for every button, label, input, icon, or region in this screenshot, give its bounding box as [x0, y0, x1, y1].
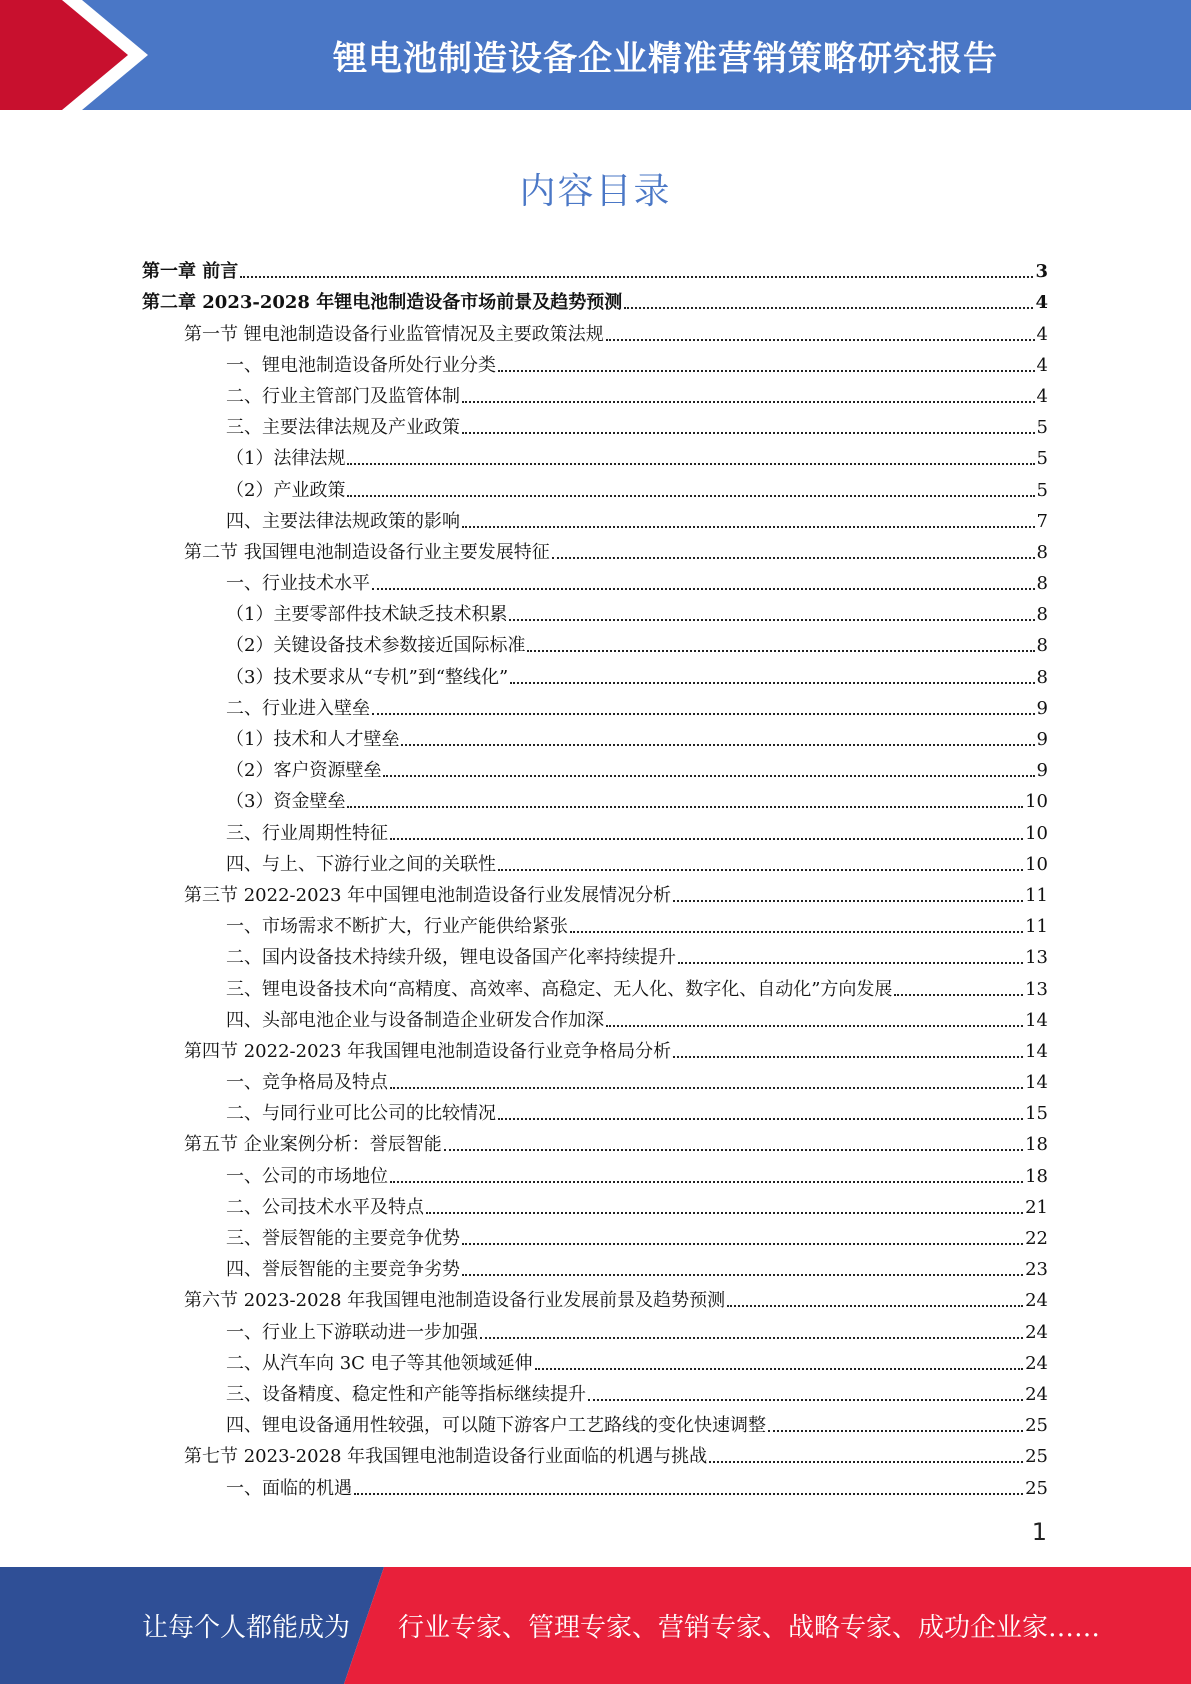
toc-entry-title: 四、主要法律法规政策的影响	[226, 510, 460, 532]
toc-leader-dots	[509, 619, 1034, 621]
toc-leader-dots	[678, 962, 1023, 964]
toc-leader-dots	[390, 838, 1023, 840]
toc-entry-page: 5	[1036, 417, 1048, 439]
toc-entry-page: 8	[1036, 573, 1048, 595]
toc-leader-dots	[552, 557, 1035, 559]
toc-entry[interactable]	[142, 314, 1048, 345]
toc-entry[interactable]	[142, 1063, 1048, 1094]
toc-entry-page: 25	[1025, 1477, 1048, 1499]
toc-entry-page: 15	[1025, 1103, 1048, 1125]
toc-entry-page: 18	[1025, 1165, 1048, 1187]
toc-leader-dots	[390, 1181, 1023, 1183]
toc-entry-title: 一、面临的机遇	[226, 1477, 352, 1499]
toc-entry-page: 24	[1025, 1352, 1048, 1374]
toc-entry-page: 25	[1025, 1415, 1048, 1437]
toc-entry[interactable]	[142, 1094, 1048, 1125]
toc-entry-page: 22	[1025, 1228, 1048, 1249]
toc-entry-page: 18	[1025, 1134, 1048, 1156]
toc-entry-page: 10	[1025, 822, 1048, 844]
header-arrow-decoration	[0, 0, 200, 110]
toc-entry[interactable]	[142, 1156, 1048, 1187]
toc-entry-title: （3）资金壁垒	[226, 791, 346, 813]
toc-entry-title: 一、行业上下游联动进一步加强	[226, 1321, 478, 1343]
toc-entry-title: 一、市场需求不断扩大，行业产能供给紧张	[226, 916, 568, 938]
toc-entry-title: 第三节 2022-2023 年中国锂电池制造设备行业发展情况分析	[184, 884, 672, 906]
toc-entry[interactable]	[142, 1468, 1048, 1499]
toc-entry[interactable]	[142, 1312, 1048, 1343]
toc-entry[interactable]	[142, 1001, 1048, 1032]
toc-leader-dots	[372, 713, 1035, 715]
toc-entry-title: 三、设备精度、稳定性和产能等指标继续提升	[226, 1383, 586, 1405]
toc-entry[interactable]	[142, 1250, 1048, 1281]
toc-leader-dots	[462, 432, 1035, 434]
toc-entry-title: 二、行业主管部门及监管体制	[226, 385, 460, 407]
toc-entry[interactable]	[142, 1032, 1048, 1063]
toc-entry-title: 三、行业周期性特征	[226, 822, 388, 844]
toc-entry-title: 一、竞争格局及特点	[226, 1072, 388, 1094]
toc-leader-dots	[624, 307, 1033, 309]
toc-entry[interactable]	[142, 751, 1048, 782]
toc-entry-title: 二、从汽车向 3C 电子等其他领域延伸	[226, 1352, 533, 1374]
toc-leader-dots	[240, 276, 1033, 278]
toc-entry[interactable]	[142, 502, 1048, 533]
toc-leader-dots	[673, 1056, 1023, 1058]
toc-entry-title: 一、行业技术水平	[226, 573, 370, 595]
toc-entry-page: 4	[1036, 385, 1048, 407]
toc-leader-dots	[354, 1493, 1023, 1495]
toc-entry-title: 二、行业进入壁垒	[226, 697, 370, 719]
toc-entry[interactable]	[142, 689, 1048, 720]
toc-entry[interactable]	[142, 813, 1048, 844]
toc-entry-page: 11	[1025, 884, 1048, 906]
toc-entry-page: 8	[1036, 541, 1048, 563]
toc-heading: 内容目录	[519, 171, 672, 212]
toc-entry-title: 三、锂电设备技术向“高精度、高效率、高稳定、无人化、数字化、自动化”方向发展	[226, 978, 893, 1000]
toc-entry[interactable]	[142, 1188, 1048, 1219]
toc-entry-page: 14	[1025, 1040, 1048, 1062]
footer-banner	[0, 1567, 1191, 1684]
page-number: 1	[1031, 1518, 1047, 1546]
toc-entry-page: 14	[1025, 1072, 1048, 1094]
toc-entry[interactable]	[142, 564, 1048, 595]
toc-entry[interactable]	[142, 346, 1048, 377]
toc-entry[interactable]	[142, 720, 1048, 751]
toc-entry[interactable]	[142, 1406, 1048, 1437]
toc-entry[interactable]	[142, 595, 1048, 626]
toc-entry-page: 13	[1025, 978, 1048, 1000]
toc-entry-title: 二、公司技术水平及特点	[226, 1196, 424, 1218]
toc-entry[interactable]	[142, 1375, 1048, 1406]
toc-entry-title: 第一章 前言	[142, 261, 239, 283]
toc-leader-dots	[535, 1368, 1023, 1370]
toc-entry-page: 9	[1036, 729, 1048, 750]
toc-entry-page: 3	[1035, 261, 1048, 283]
toc-entry[interactable]	[142, 377, 1048, 408]
toc-entry-title: 三、主要法律法规及产业政策	[226, 417, 460, 439]
report-title: 锂电池制造设备企业精准营销策略研究报告	[333, 38, 998, 79]
toc-leader-dots	[390, 1087, 1023, 1089]
toc-leader-dots	[498, 1118, 1023, 1120]
header-banner	[0, 0, 1191, 110]
toc-entry-title: （2）客户资源壁垒	[226, 760, 382, 782]
toc-leader-dots	[510, 682, 1034, 684]
toc-entry[interactable]	[142, 439, 1048, 470]
toc-entry[interactable]	[142, 969, 1048, 1000]
toc-leader-dots	[383, 775, 1034, 777]
toc-entry-page: 23	[1025, 1259, 1048, 1281]
toc-entry-title: 四、与上、下游行业之间的关联性	[226, 853, 496, 875]
toc-entry-title: 第二节 我国锂电池制造设备行业主要发展特征	[184, 541, 550, 563]
toc-leader-dots	[480, 1337, 1023, 1339]
toc-leader-dots	[462, 401, 1035, 403]
toc-entry-title: （1）法律法规	[226, 448, 346, 470]
toc-leader-dots	[401, 744, 1034, 746]
toc-entry-page: 4	[1036, 354, 1048, 376]
toc-entry[interactable]	[142, 657, 1048, 688]
toc-entry-page: 4	[1035, 292, 1048, 314]
toc-entry-page: 9	[1036, 760, 1048, 782]
toc-entry[interactable]	[142, 408, 1048, 439]
toc-entry-page: 8	[1036, 635, 1048, 657]
footer-slogan-right: 行业专家、管理专家、营销专家、战略专家、成功企业家……	[398, 1613, 1101, 1643]
toc-leader-dots	[527, 650, 1034, 652]
toc-entry-title: 四、头部电池企业与设备制造企业研发合作加深	[226, 1009, 604, 1031]
toc-entry[interactable]	[142, 1437, 1048, 1468]
toc-entry-title: 第六节 2023-2028 年我国锂电池制造设备行业发展前景及趋势预测	[184, 1290, 726, 1312]
toc-leader-dots	[768, 1430, 1023, 1432]
toc-entry-page: 24	[1025, 1321, 1048, 1343]
toc-leader-dots	[347, 495, 1034, 497]
toc-entry-page: 7	[1036, 510, 1048, 532]
toc-entry[interactable]	[142, 1281, 1048, 1312]
toc-entry[interactable]	[142, 1219, 1048, 1250]
toc-entry-title: 第一节 锂电池制造设备行业监管情况及主要政策法规	[184, 323, 604, 345]
toc-entry-page: 11	[1025, 916, 1048, 938]
toc-leader-dots	[727, 1305, 1023, 1307]
toc-leader-dots	[606, 339, 1035, 341]
table-of-contents	[142, 252, 1048, 1500]
toc-leader-dots	[372, 588, 1035, 590]
toc-entry-title: 一、公司的市场地位	[226, 1165, 388, 1187]
toc-leader-dots	[347, 463, 1034, 465]
toc-entry-page: 8	[1036, 604, 1048, 626]
toc-entry-title: 二、与同行业可比公司的比较情况	[226, 1103, 496, 1125]
toc-entry-page: 9	[1036, 697, 1048, 719]
toc-entry-title: 二、国内设备技术持续升级，锂电设备国产化率持续提升	[226, 947, 676, 969]
toc-entry-title: 第五节 企业案例分析：誉辰智能	[184, 1134, 442, 1156]
toc-entry-page: 5	[1036, 448, 1048, 470]
toc-entry-page: 5	[1036, 479, 1048, 501]
toc-leader-dots	[588, 1399, 1023, 1401]
toc-leader-dots	[426, 1212, 1023, 1214]
footer-slogan-left: 让每个人都能成为	[142, 1613, 351, 1643]
toc-entry-page: 8	[1036, 666, 1048, 688]
toc-entry-page: 24	[1025, 1290, 1048, 1312]
toc-entry-page: 10	[1025, 791, 1048, 813]
toc-entry[interactable]	[142, 782, 1048, 813]
toc-entry-page: 25	[1025, 1446, 1048, 1468]
toc-entry-page: 21	[1025, 1196, 1048, 1218]
toc-entry-page: 4	[1036, 323, 1048, 345]
toc-leader-dots	[498, 869, 1023, 871]
toc-leader-dots	[673, 900, 1023, 902]
toc-leader-dots	[606, 1025, 1023, 1027]
toc-entry[interactable]	[142, 1125, 1048, 1156]
toc-entry-title: 一、锂电池制造设备所处行业分类	[226, 354, 496, 376]
toc-leader-dots	[709, 1461, 1023, 1463]
toc-leader-dots	[444, 1149, 1023, 1151]
toc-entry-page: 14	[1025, 1009, 1048, 1031]
toc-entry-page: 13	[1025, 947, 1048, 969]
toc-entry-title: （1）技术和人才壁垒	[226, 729, 400, 750]
toc-entry[interactable]	[142, 876, 1048, 907]
toc-entry[interactable]	[142, 938, 1048, 969]
toc-entry-title: （2）关键设备技术参数接近国际标准	[226, 635, 526, 657]
toc-entry-title: 三、誉辰智能的主要竞争优势	[226, 1228, 460, 1249]
toc-entry[interactable]	[142, 252, 1048, 283]
toc-entry[interactable]	[142, 283, 1048, 314]
toc-entry-title: （1）主要零部件技术缺乏技术积累	[226, 604, 508, 626]
toc-entry-page: 10	[1025, 853, 1048, 875]
toc-entry-title: 四、誉辰智能的主要竞争劣势	[226, 1259, 460, 1281]
toc-entry[interactable]	[142, 1344, 1048, 1375]
toc-leader-dots	[462, 1243, 1023, 1245]
toc-entry-title: 第七节 2023-2028 年我国锂电池制造设备行业面临的机遇与挑战	[184, 1446, 708, 1468]
toc-leader-dots	[570, 931, 1023, 933]
toc-entry-title: 四、锂电设备通用性较强，可以随下游客户工艺路线的变化快速调整	[226, 1415, 766, 1437]
toc-entry[interactable]	[142, 845, 1048, 876]
toc-leader-dots	[462, 1274, 1023, 1276]
toc-entry[interactable]	[142, 470, 1048, 501]
toc-entry-title: 第二章 2023-2028 年锂电池制造设备市场前景及趋势预测	[142, 292, 623, 314]
toc-leader-dots	[498, 370, 1035, 372]
toc-entry-title: （3）技术要求从“专机”到“整线化”	[226, 666, 509, 688]
toc-leader-dots	[894, 994, 1023, 996]
toc-entry-page: 24	[1025, 1383, 1048, 1405]
toc-entry-title: （2）产业政策	[226, 479, 346, 501]
toc-leader-dots	[462, 526, 1035, 528]
toc-leader-dots	[347, 806, 1023, 808]
toc-entry[interactable]	[142, 533, 1048, 564]
toc-entry[interactable]	[142, 626, 1048, 657]
toc-entry[interactable]	[142, 907, 1048, 938]
toc-entry-title: 第四节 2022-2023 年我国锂电池制造设备行业竞争格局分析	[184, 1040, 672, 1062]
